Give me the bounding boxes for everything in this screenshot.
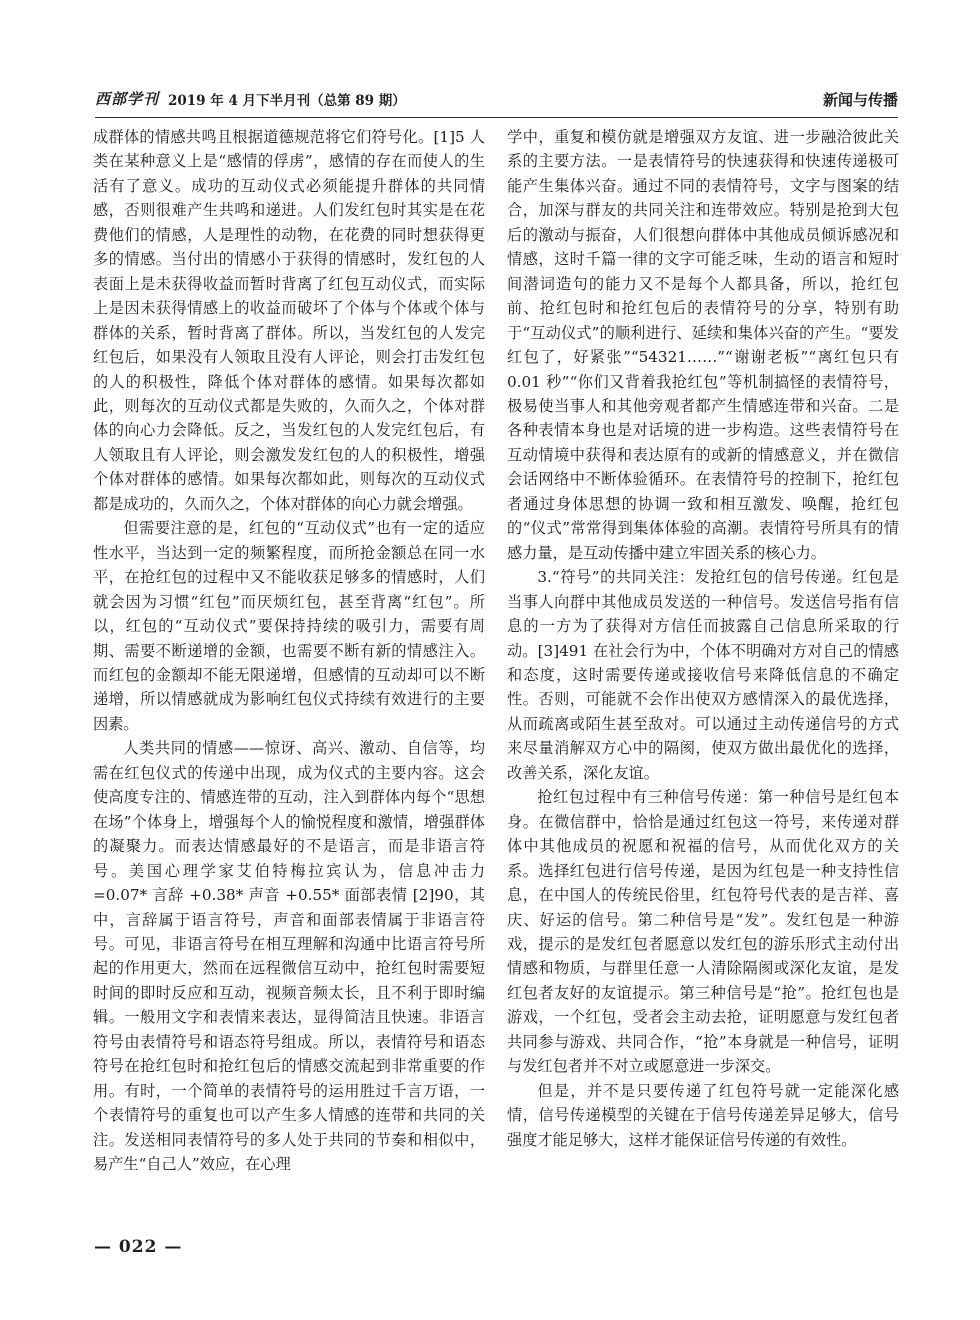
paragraph: 学中，重复和模仿就是增强双方友谊、进一步融洽彼此关系的主要方法。一是表情符号的快速获得和快速传递极可能产生集体兴奋。通过不同的表情符号，文字与图案的结合，加深与群友的共同关注和连带效应。特别是抢到大包后的激动与振奋，人们很想向群体中其他成员倾诉感况和情感，这时千篇一律的文字可能乏味，生动的语言和短时间潜词造句的能力又不是每个人都具备，所以，抢红包前、抢红包时和抢红包后的表情符号的分享，特别有助于“互动仪式”的顺利进行、延续和集体兴奋的产生。“要发红包了，好紧张”“54321……”“谢谢老板”“离红包只有 0.01 秒”“你们又背着我抢红包”等机制搞怪的表情符号，极易使当事人和其他旁观者都产生情感连带和兴奋。二是各种表情本身也是对话境的进一步构造。这些表情符号在互动情境中获得和表达原有的或新的情感意义，并在微信会话网络中不断体验循环。在表情符号的控制下，抢红包者通过身体思想的协调一致和相互激发、唤醒，抢红包的“仪式”常常得到集体体验的高潮。表情符号所具有的情感力量，是互动传播中建立牢固关系的核心力。 xyxy=(507,128,899,562)
paragraph: 成群体的情感共鸣且根据道德规范将它们符号化。[1]5 人类在某种意义上是“感情的俘虏”，感情的存在而使人的生活有了意义。成功的互动仪式必须能提升群体的共同情感，否则很难产生共鸣和递进。人们发红包时其实是在花费他们的情感，人是理性的动物，在花费的同时想获得更多的情感。当付出的情感小于获得的情感时，发红包的人表面上是未获得收益而暂时背离了红包互动仪式，而实际上是因未获得情感上的收益而破坏了个体与个体或个体与群体的关系，暂时背离了群体。所以，当发红包的人发完红包后，如果没有人领取且没有人评论，则会打击发红包的人的积极性，降低个体对群体的感情。如果每次都如此，则每次的互动仪式都是失败的，久而久之，个体对群体的向心力会降低。反之，当发红包的人发完红包后，有人领取且有人评论，则会激发发红包的人的积极性，增强个体对群体的感情。如果每次都如此，则每次的互动仪式都是成功的，久而久之，个体对群体的向心力就会增强。 xyxy=(93,128,485,513)
header-rule xyxy=(95,117,898,118)
right-column xyxy=(507,125,899,1152)
paragraph: 但需要注意的是，红包的“互动仪式”也有一定的适应性水平，当达到一定的频繁程度，而所抢金额总在同一水平，在抢红包的过程中又不能收获足够多的情感时，人们就会因为习惯“红包”而厌烦红包，甚至背离“红包”。所以，红包的“互动仪式”要保持持续的吸引力，需要有周期、需要不断递增的金额，也需要不断有新的情感注入。而红包的金额却不能无限递增，但感情的互动却可以不断递增，所以情感就成为影响红包仪式持续有效进行的主要因素。 xyxy=(93,519,485,733)
paragraph: 抢红包过程中有三种信号传递：第一种信号是红包本身。在微信群中，恰恰是通过红包这一符号，来传递对群体中其他成员的祝愿和祝福的信号，从而优化双方的关系。选择红包进行信号传递，是因为红包是一种支持性信息，在中国人的传统民俗里，红包符号代表的是吉祥、喜庆、好运的信号。第二种信号是“发”。发红包是一种游戏，提示的是发红包者愿意以发红包的游乐形式主动付出情感和物质，与群里任意一人清除隔阂或深化友谊，是发红包者友好的友谊提示。第三种信号是“抢”。抢红包也是游戏，一个红包，受者会主动去抢，证明愿意与发红包者共同参与游戏、共同合作，“抢”本身就是一种信号，证明与发红包者并不对立或愿意进一步深交。 xyxy=(507,788,899,1076)
page-number: — 022 — xyxy=(94,1237,183,1257)
paragraph: 人类共同的情感——惊讶、高兴、激动、自信等，均需在红包仪式的传递中出现，成为仪式的主要内容。这会使高度专注的、情感连带的互动，注入到群体内每个“思想在场”个体身上，增强每个人的愉悦程度和激情，增强群体的凝聚力。而表达情感最好的不是语言，而是非语言符号。美国心理学家艾伯特梅拉宾认为，信息冲击力 =0.07* 言辞 +0.38* 声音 +0.55* 面部表情 [2]90，其中，言辞属于语言符号，声音和面部表情属于非语言符号。可见，非语言符号在相互理解和沟通中比语言符号所起的作用更大，然而在远程微信互动中，抢红包时需要短时间的即时反应和互动，视频音频太长，且不利于即时编辑。一般用文字和表情来表达，显得简洁且快速。非语言符号由表情符号和语态符号组成。所以，表情符号和语态符号在抢红包时和抢红包后的情感交流起到非常重要的作用。有时，一个简单的表情符号的运用胜过千言万语，一个表情符号的重复也可以产生多人情感的连带和共同的关注。发送相同表情符号的多人处于共同的节奏和相似中，易产生“自己人”效应，在心理 xyxy=(93,739,485,1174)
journal-name: 西部学刊 xyxy=(95,90,160,108)
paragraph: 但是，并不是只要传递了红包符号就一定能深化感情，信号传递模型的关键在于信号传递差异足够大，信号强度才能足够大，这样才能保证信号传递的有效性。 xyxy=(507,1081,899,1149)
running-header xyxy=(95,88,898,118)
paragraph: 3.“符号”的共同关注：发抢红包的信号传递。红包是当事人向群中其他成员发送的一种信号。发送信号指有信息的一方为了获得对方信任而披露自己信息所采取的行动。[3]491 在社会行为中，个体不明确对方对自己的情感和态度，这时需要传递或接收信号来降低信息的不确定性。否则，可能就不会作出使双方感情深入的最优选择，从而疏离或陌生甚至敌对。可以通过主动传递信号的方式来尽量消解双方心中的隔阂，使双方做出最优化的选择，改善关系，深化友谊。 xyxy=(507,568,899,782)
issue-info: 2019 年 4 月下半月刊（总第 89 期） xyxy=(168,93,406,109)
section-name: 新闻与传播 xyxy=(822,91,898,109)
left-column xyxy=(93,125,485,1176)
